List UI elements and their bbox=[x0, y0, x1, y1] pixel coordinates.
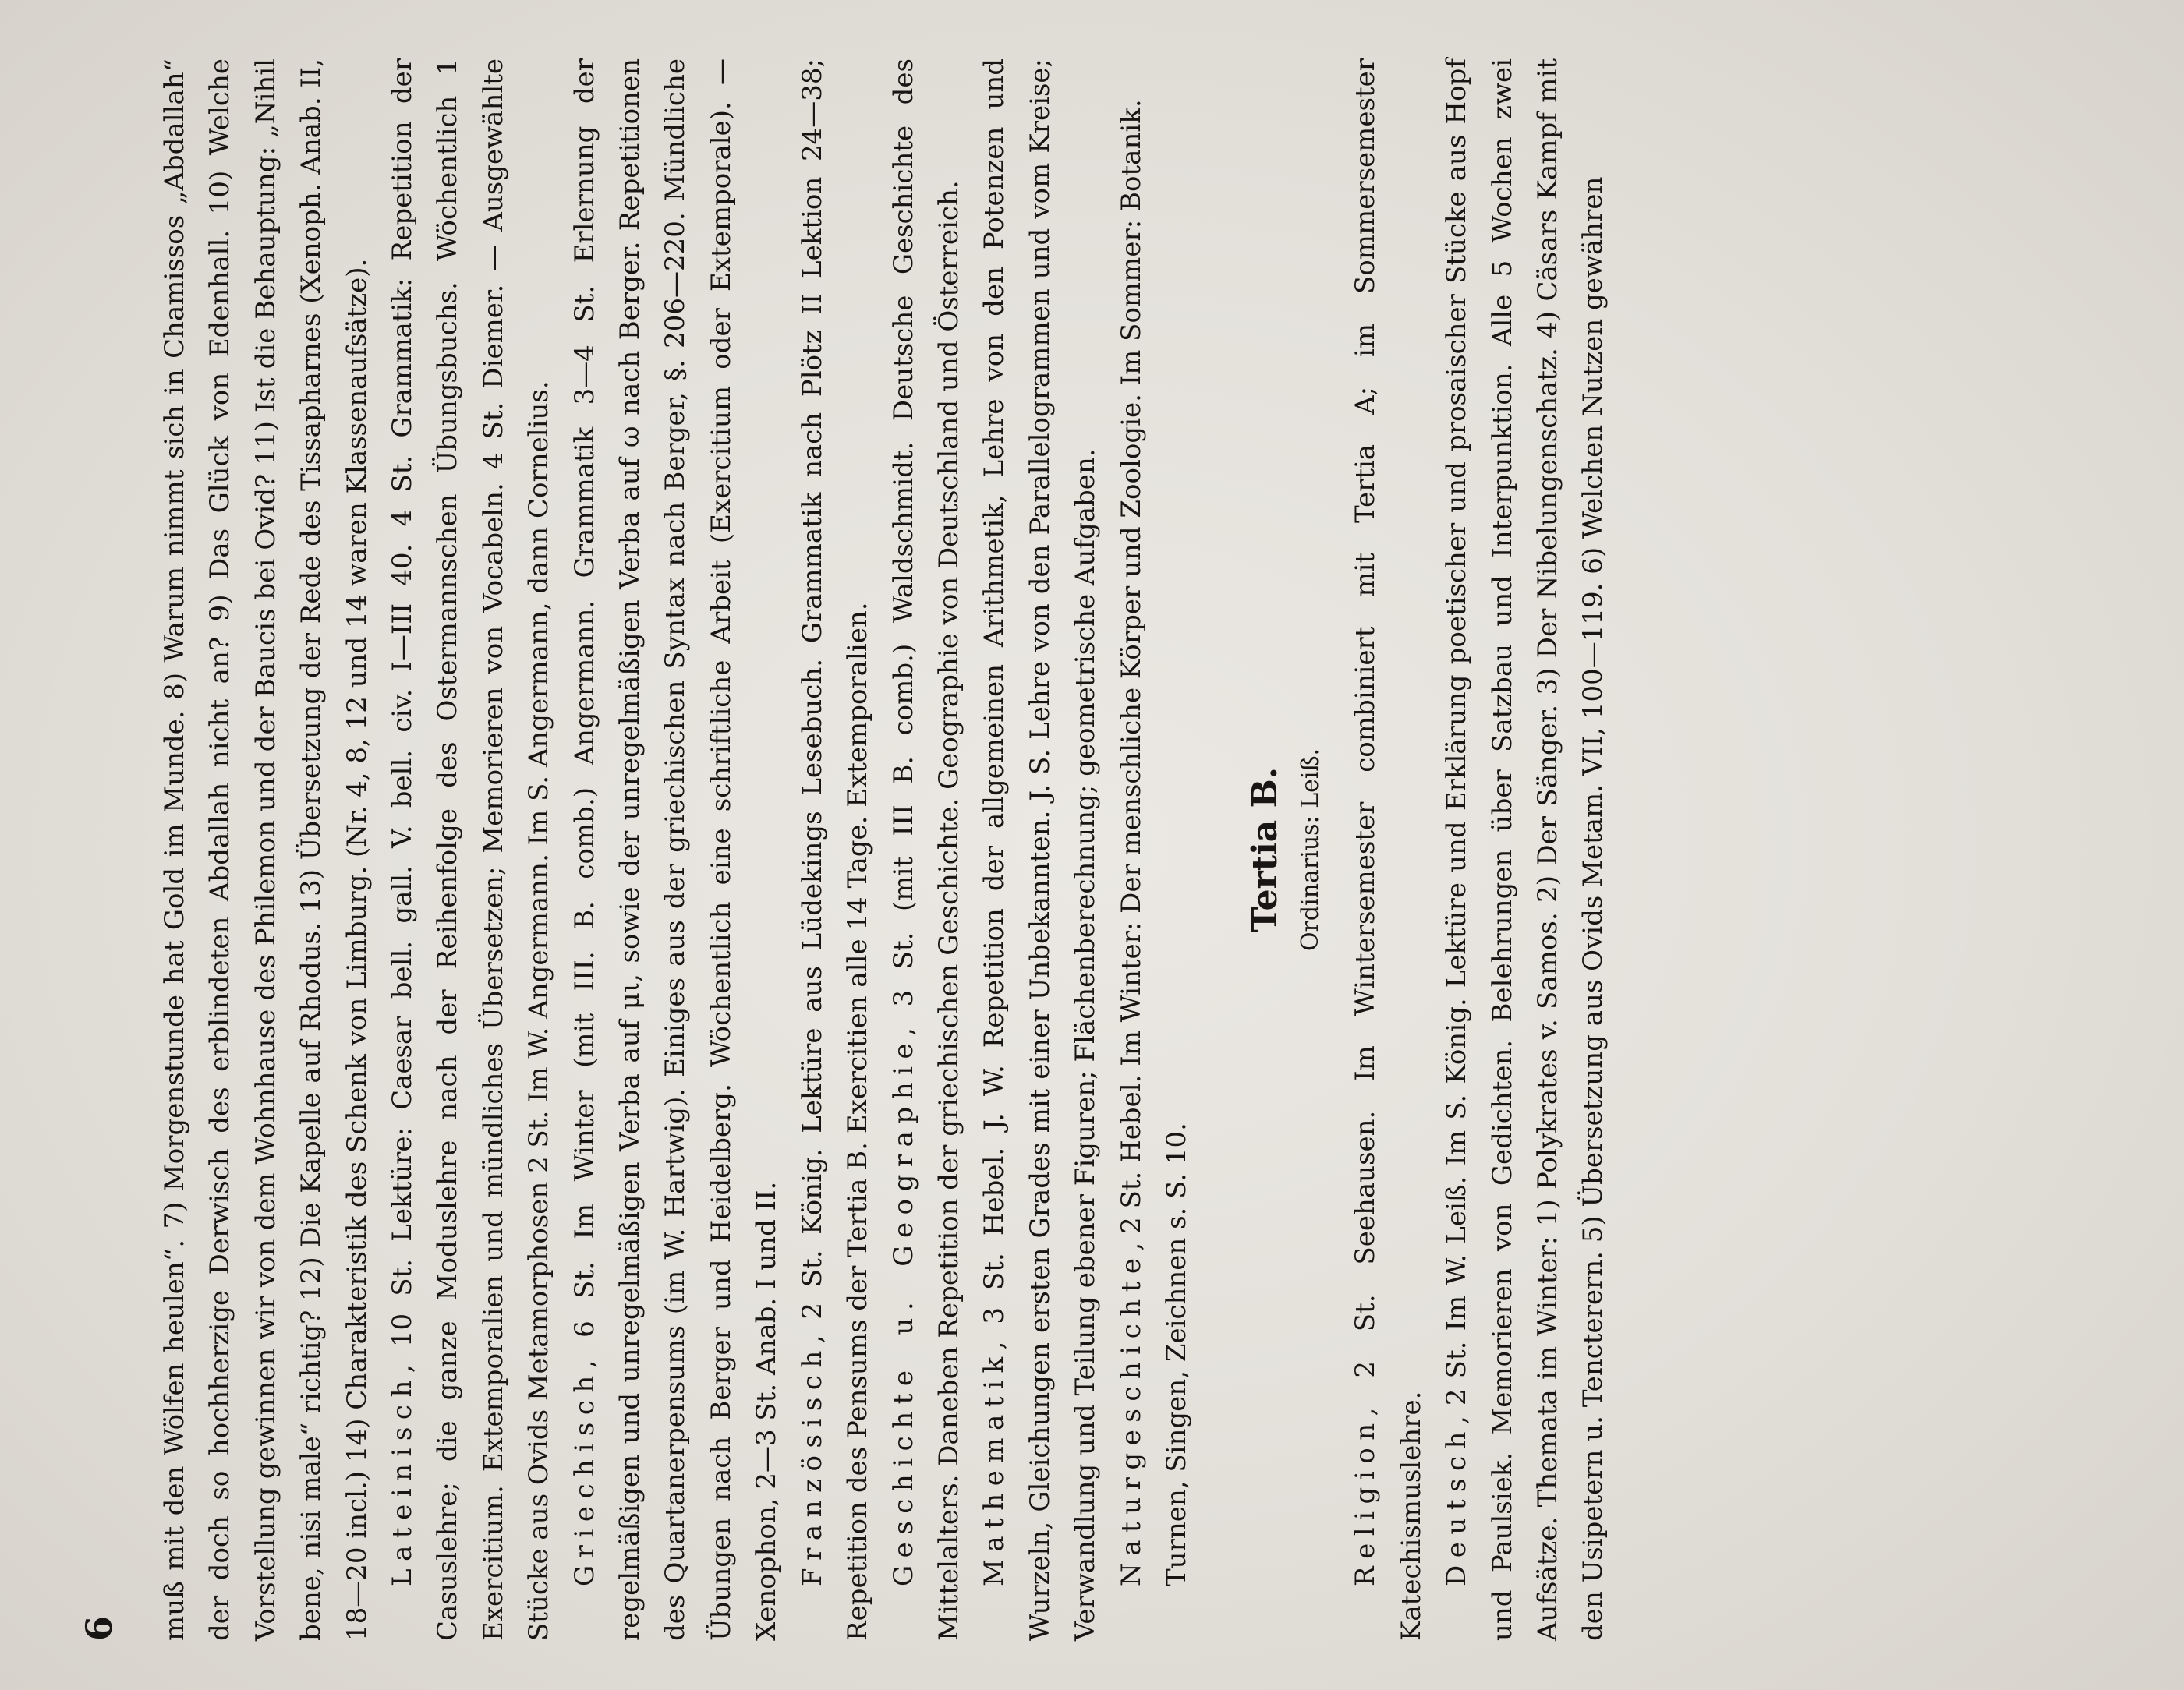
subject-lead: Lateinisch bbox=[387, 1373, 419, 1586]
paragraph-essay-topics bbox=[152, 58, 380, 1641]
paragraph-french bbox=[790, 58, 881, 1641]
subject-lead: Deutsch bbox=[1441, 1424, 1473, 1586]
paragraph-text: Turnen, Singen, Zeichnen s. S. 10. bbox=[1160, 1123, 1192, 1586]
paragraph-text: , 2 St. Im W. Leiß. Im S. König. Lektüre und Erklärung poetischer und prosaischer Stücke aus Hopf und Paulsiek. Memorieren von Gedichten. Belehrungen über Satzbau und Interpunktion. Alle 5 Wochen zwei Aufsätze. Themata im Winter: 1) Polykrates v. Samos. 2) Der Sänger. 3) Der Nibelungenschatz. 4) Cäsars Kampf mit den Usipetern u. Tencterern. 5) Übersetzung aus Ovids Metam. VII, 100—119. 6) Welchen Nutzen gewähren bbox=[1441, 58, 1609, 1641]
rotated-document-page bbox=[78, 27, 2074, 1664]
page-number: 6 bbox=[78, 1615, 120, 1641]
paragraph-text: , 3 St. Hebel. J. W. Repetition der allgemeinen Arithmetik, Lehre von den Potenzen und Wurzeln, Gleichungen ersten Grades mit einer Unbekannten. J. S. Lehre von den Parallelogrammen und vom Kreise; Verwandlung und Teilung ebener Figuren; Flächenberechnung; geometrische Aufgaben. bbox=[979, 58, 1102, 1641]
paragraph-text: , 3 St. (mit III B. comb.) Waldschmidt. Deutsche Geschichte des Mittelalters. Daneben Repetition der griechischen Geschichte. Geographie von Deutschland und Österreich. bbox=[887, 58, 965, 1641]
paragraph-latin bbox=[380, 58, 562, 1641]
paragraph-text: , 10 St. Lektüre: Caesar bell. gall. V. bell. civ. I—III 40. 4 St. Grammatik: Repetition der Casuslehre; die ganze Moduslehre nach der Reihenfolge des Ostermannschen Übungsbuchs. Wöchentlich 1 Exercitium. Extemporalien und mündliches Übersetzen; Memorieren von Vocabeln. 4 St. Diemer. — Ausgewählte Stücke aus Ovids Metamorphosen 2 St. Im W. Angermann. Im S. Angermann, dann Cornelius. bbox=[387, 58, 555, 1641]
paragraph-history-geography bbox=[881, 58, 972, 1641]
section-title: Tertia B. bbox=[1245, 766, 1286, 933]
paragraph-german bbox=[1434, 58, 1616, 1641]
paragraph-text: muß mit den Wölfen heulen“. 7) Morgenstunde hat Gold im Munde. 8) Warum nimmt sich in Chamissos „Abdallah“ der doch so hochherzige Derwisch des erblindeten Abdallah nicht an? 9) Das Glück von Edenhall. 10) Welche Vorstellung gewinnen wir von dem Wohnhause des Philemon und der Baucis bei Ovid? 11) Ist die Behauptung: „Nihil bene, nisi male“ richtig? 12) Die Kapelle auf Rhodus. 13) Übersetzung der Rede des Tissapharnes (Xenoph. Anab. II, 18—20 incl.) 14) Charakteristik des Schenk von Limburg. (Nr. 4, 8, 12 und 14 waren Klassenaufsätze). bbox=[159, 58, 373, 1641]
subject-lead: Geschichte u. Geographie bbox=[887, 1035, 919, 1586]
paragraph-text: , 2 St. König. Lektüre aus Lüdekings Lesebuch. Grammatik nach Plötz II Lektion 24—38; Repetition des Pensums der Tertia B. Exercitien alle 14 Tage. Extemporalien. bbox=[796, 58, 874, 1641]
page-body bbox=[152, 58, 1616, 1641]
subject-lead: Religion bbox=[1350, 1416, 1382, 1586]
paragraph-gym-singing-drawing bbox=[1154, 58, 1199, 1641]
paragraph-text: , 2 St. Seehausen. Im Wintersemester combiniert mit Tertia A; im Sommersemester Katechismuslehre. bbox=[1350, 58, 1427, 1641]
subject-lead: Französisch bbox=[796, 1343, 828, 1586]
subject-lead: Mathematik bbox=[979, 1349, 1011, 1586]
section-subtitle: Ordinarius: Leiß. bbox=[1297, 748, 1325, 952]
paragraph-natural-history bbox=[1109, 58, 1154, 1641]
paragraph-greek bbox=[562, 58, 790, 1641]
subject-lead: Griechisch bbox=[568, 1368, 600, 1586]
subject-lead: Naturgeschichte bbox=[1115, 1250, 1147, 1586]
paragraph-text: , 6 St. Im Winter (mit III. B. comb.) Angermann. Grammatik 3—4 St. Erlernung der regelmäßigen und unregelmäßigen Verba auf μι, sowie der unregelmäßigen Verba auf ω nach Berger. Repetitionen des Quartanerpensums (im W. Hartwig). Einiges aus der griechischen Syntax nach Berger, §. 206—220. Mündliche Übungen nach Berger und Heidelberg. Wöchentlich eine schriftliche Arbeit (Exercitium oder Extemporale). — Xenophon, 2—3 St. Anab. I und II. bbox=[568, 58, 783, 1641]
paragraph-religion bbox=[1343, 58, 1434, 1641]
paragraph-text: , 2 St. Hebel. Im Winter: Der menschliche Körper und Zoologie. Im Sommer: Botanik. bbox=[1115, 99, 1147, 1251]
paragraph-mathematics bbox=[972, 58, 1108, 1641]
